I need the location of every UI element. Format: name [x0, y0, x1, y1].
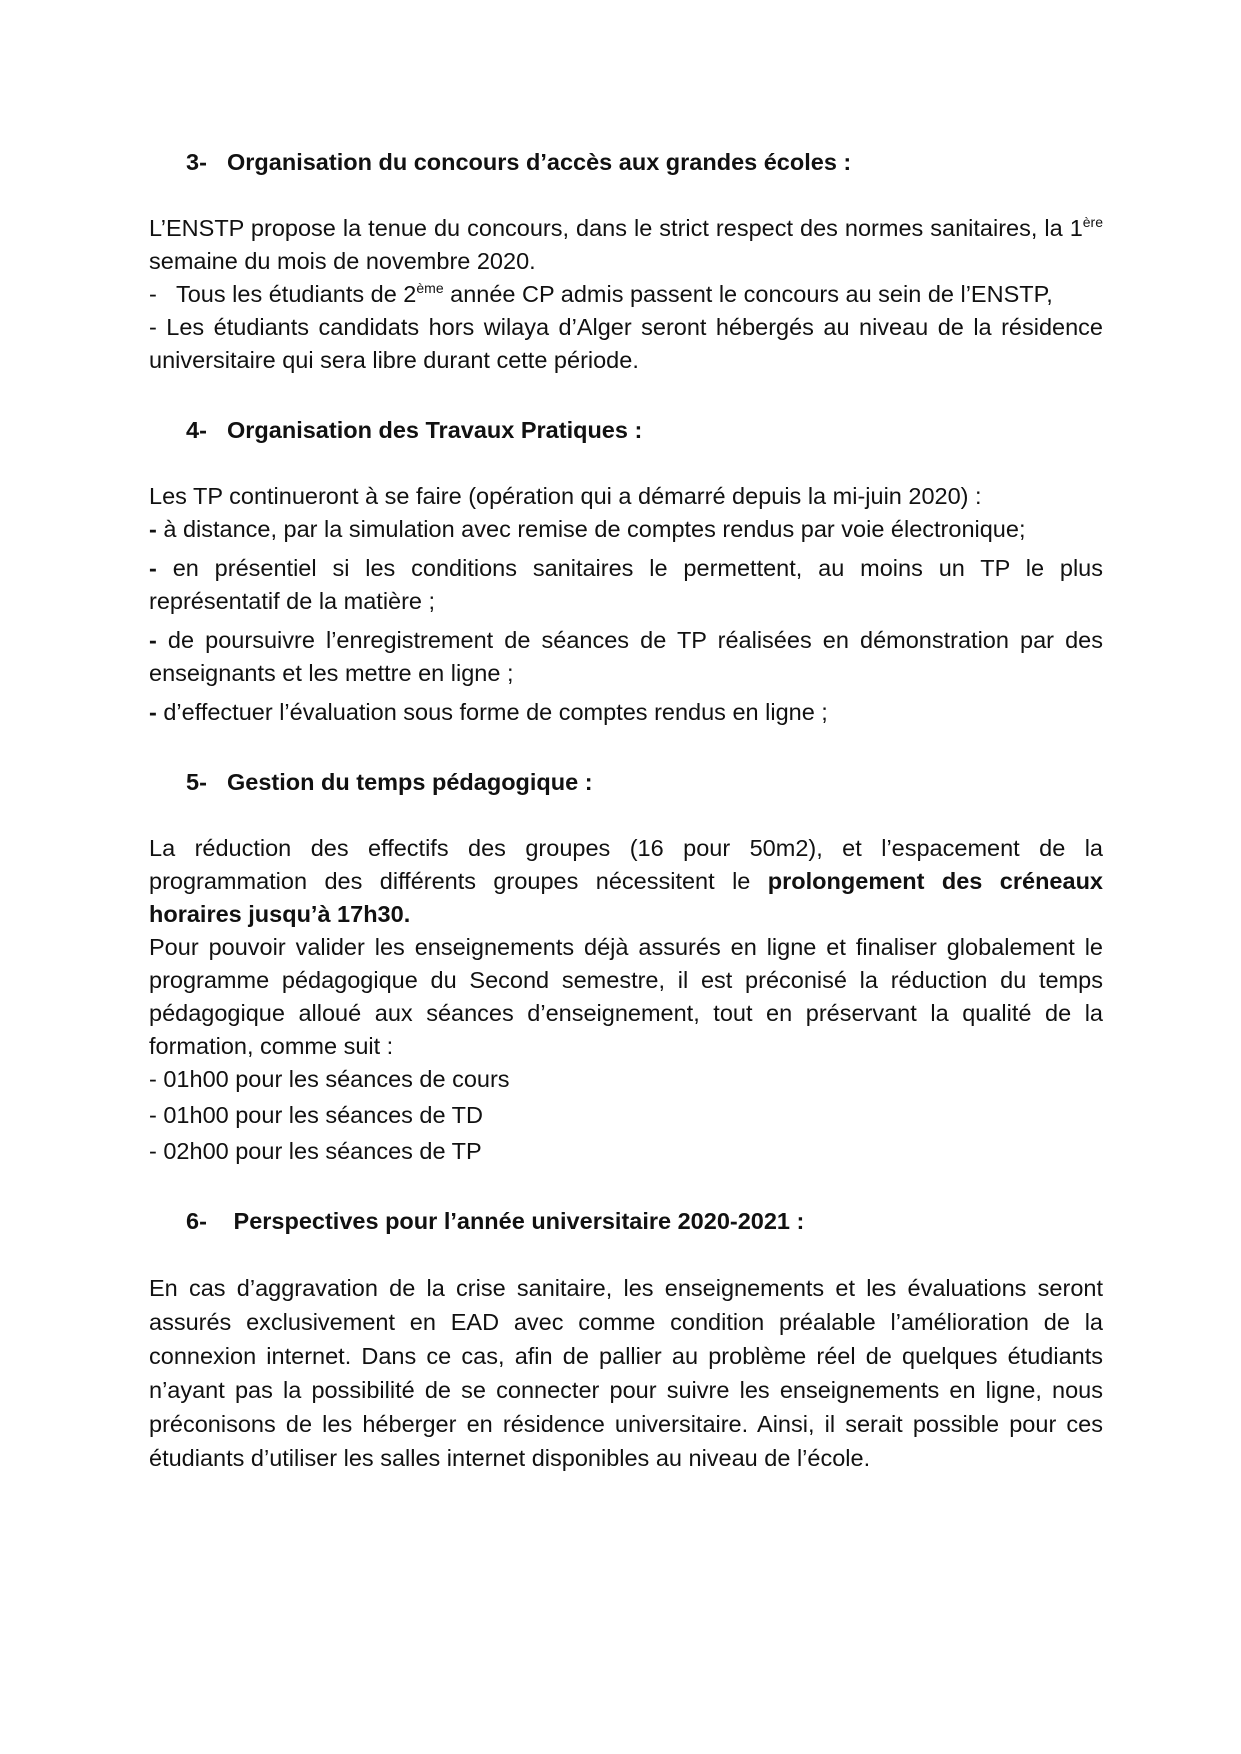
section-6-number: 6- — [186, 1208, 207, 1234]
section-5-title: Gestion du temps pédagogique : — [227, 769, 593, 795]
section-4-item-1-text: à distance, par la simulation avec remise de comptes rendus par voie électronique; — [156, 516, 1026, 542]
bullet-dash: - — [149, 627, 157, 653]
section-4-item-1 — [149, 513, 1103, 546]
section-4-item-3-text: de poursuivre l’enregistrement de séances de TP réalisées en démonstration par des enseignants et les mettre en ligne ; — [149, 627, 1103, 686]
section-5-paragraph-2: Pour pouvoir valider les enseignements déjà assurés en ligne et finaliser globalement le programme pédagogique du Second semestre, il est préconisé la réduction du temps pédagogique alloué aux séances d’enseignement, tout en préservant la qualité de la formation, comme suit : — [149, 934, 1103, 1059]
section-3-item-1-text-end: année CP admis passent le concours au sein de l’ENSTP, — [443, 281, 1053, 307]
bullet-dash: - — [149, 699, 157, 725]
section-5-paragraph-1-bold: prolongement des créneaux horaires jusqu’à 17h30. — [149, 868, 1103, 927]
section-3-item-2: - Les étudiants candidats hors wilaya d’Alger seront hébergés au niveau de la résidence universitaire qui sera libre durant cette période. — [149, 314, 1103, 373]
section-5-item-2: - 01h00 pour les séances de TD — [149, 1102, 483, 1128]
section-4-intro: Les TP continueront à se faire (opération qui a démarré depuis la mi-juin 2020) : — [149, 483, 982, 509]
section-5-number: 5- — [186, 769, 207, 795]
section-3-heading — [186, 146, 1103, 179]
document-body — [149, 146, 1103, 1475]
section-3-item-1-superscript: ème — [416, 280, 444, 296]
section-4-item-3 — [149, 624, 1103, 690]
section-3-title: Organisation du concours d’accès aux grandes écoles : — [227, 149, 852, 175]
section-6-paragraph: En cas d’aggravation de la crise sanitaire, les enseignements et les évaluations seront assurés exclusivement en EAD avec comme condition préalable l’amélioration de la connexion internet. Dans ce cas, afin de pallier au problème réel de quelques étudiants n’ayant pas la possibilité de se connecter pour suivre les enseignements en ligne, nous préconisons de les héberger en résidence universitaire. Ainsi, il serait possible pour ces étudiants d’utiliser les salles internet disponibles au niveau de l’école. — [149, 1275, 1103, 1471]
section-4-item-4-text: d’effectuer l’évaluation sous forme de comptes rendus en ligne ; — [156, 699, 828, 725]
section-3-paragraph — [149, 212, 1103, 278]
section-4-heading — [186, 414, 1103, 447]
section-6-heading — [186, 1205, 1103, 1238]
section-4-item-2 — [149, 552, 1103, 618]
section-5-heading — [186, 766, 1103, 799]
section-4-title: Organisation des Travaux Pratiques : — [227, 417, 643, 443]
section-5-paragraph-1 — [149, 832, 1103, 931]
section-3-number: 3- — [186, 149, 207, 175]
section-4-item-2-text: en présentiel si les conditions sanitaires le permettent, au moins un TP le plus représentatif de la matière ; — [149, 555, 1103, 614]
section-5-item-1: - 01h00 pour les séances de cours — [149, 1066, 510, 1092]
section-5-item-3: - 02h00 pour les séances de TP — [149, 1138, 482, 1164]
bullet-dash: - — [149, 555, 157, 581]
section-3-text-end: semaine du mois de novembre 2020. — [149, 248, 536, 274]
section-3-item-1-text: - Tous les étudiants de 2 — [149, 281, 417, 307]
section-3-item-1 — [149, 278, 1103, 311]
section-4-number: 4- — [186, 417, 207, 443]
bullet-dash: - — [149, 516, 157, 542]
section-6-title: Perspectives pour l’année universitaire 2020-2021 : — [227, 1208, 805, 1234]
section-3-superscript: ère — [1082, 214, 1103, 230]
section-4-item-4 — [149, 696, 1103, 729]
section-3-text: L’ENSTP propose la tenue du concours, dans le strict respect des normes sanitaires, la 1 — [149, 215, 1083, 241]
section-5-paragraph-1-text: La réduction des effectifs des groupes (16 pour 50m2), et l’espacement de la programmation des différents groupes nécessitent le — [149, 835, 1103, 894]
